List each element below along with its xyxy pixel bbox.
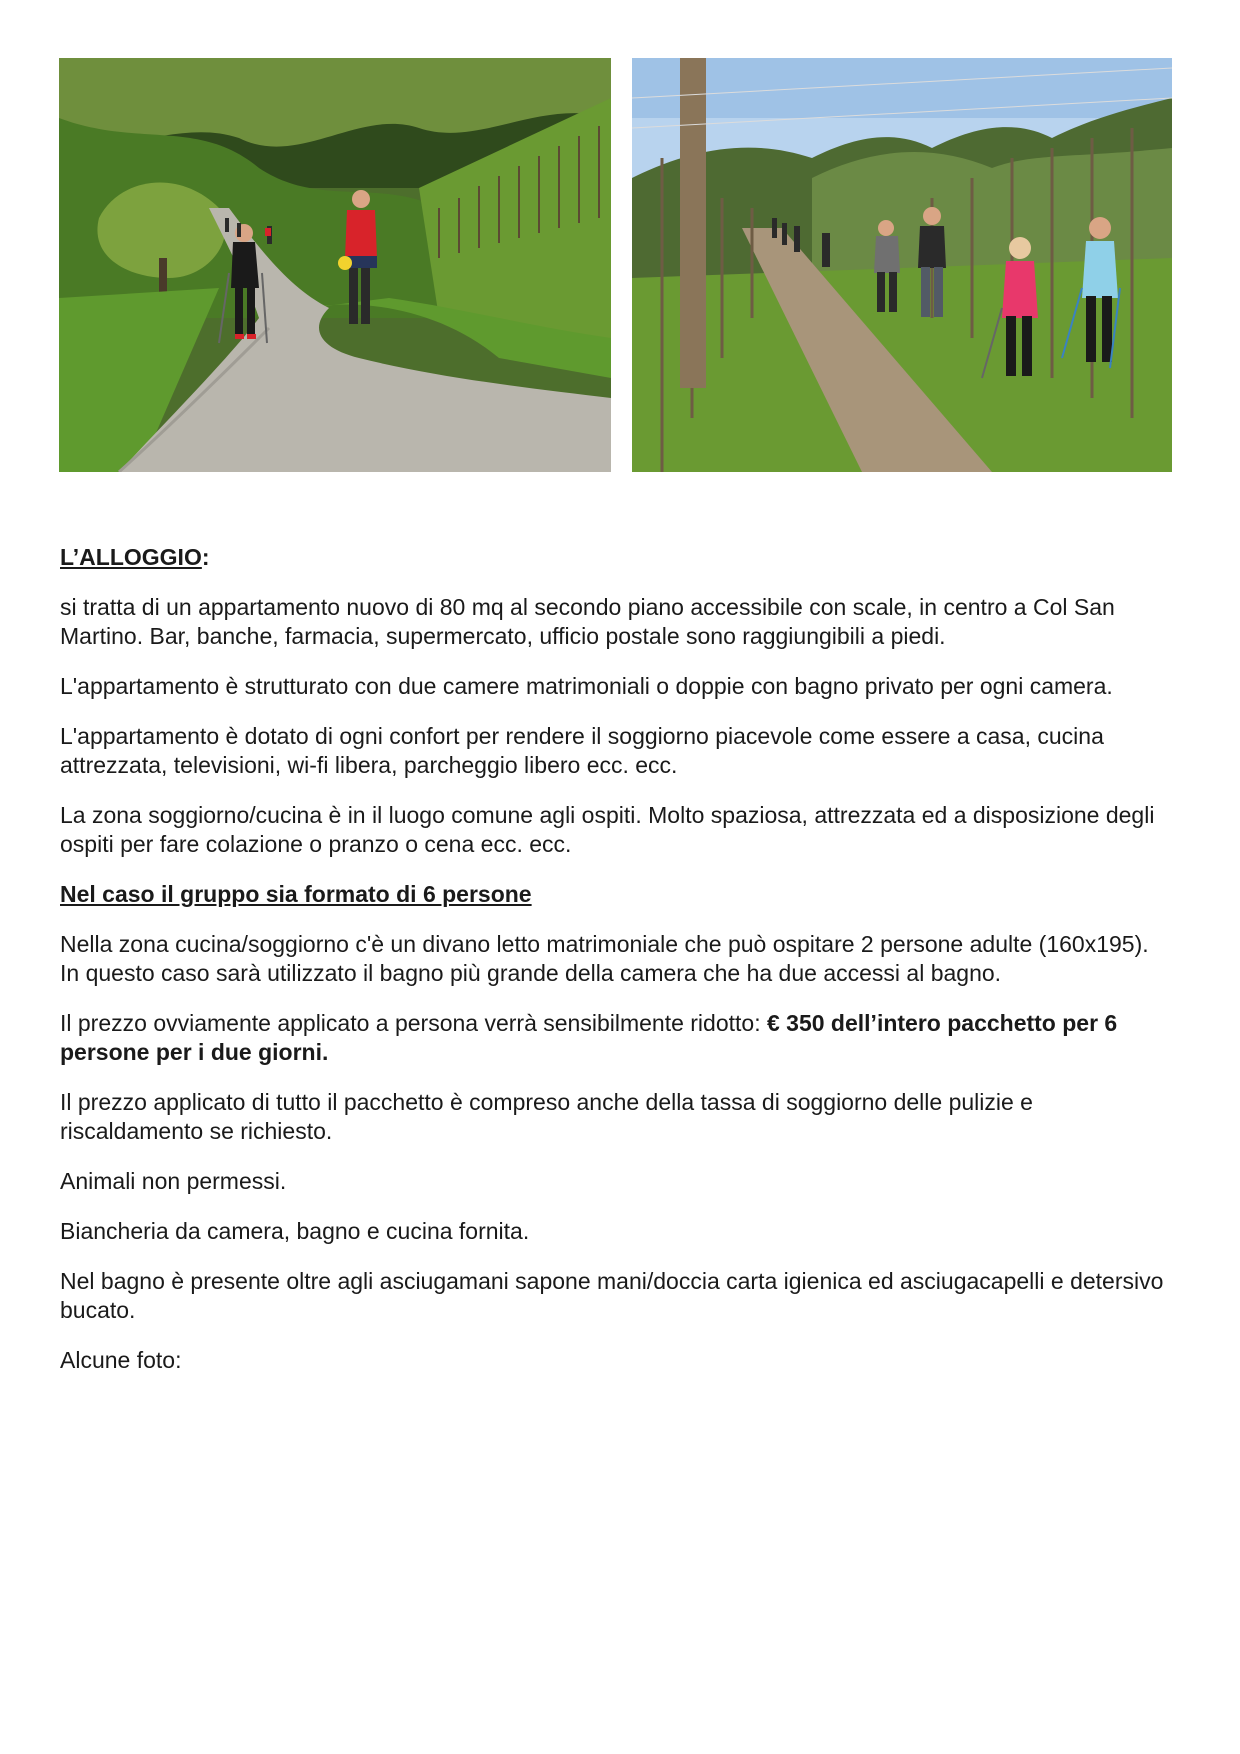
photo-hikers-between-vine-rows: [632, 58, 1172, 472]
paragraph-price: [60, 1009, 1170, 1067]
paragraph-linen: Biancheria da camera, bagno e cucina fornita.: [60, 1218, 530, 1244]
paragraph-living-area: La zona soggiorno/cucina è in il luogo comune agli ospiti. Molto spaziosa, attrezzata ed a disposizione degli ospiti per fare colazione o pranzo o cena ecc. ecc.: [60, 802, 1155, 857]
paragraph-rooms: L'appartamento è strutturato con due camere matrimoniali o doppie con bagno privato per ogni camera.: [60, 673, 1113, 699]
section-title-colon: :: [201, 544, 210, 570]
paragraph-included: Il prezzo applicato di tutto il pacchetto è compreso anche della tassa di soggiorno delle pulizie e riscaldamento se richiesto.: [60, 1089, 1033, 1144]
price-amount: € 350 dell’intero pacchetto per 6 persone per i due giorni.: [60, 1010, 1118, 1065]
section-title: L’ALLOGGIO: [60, 544, 202, 570]
price-text: Il prezzo ovviamente applicato a persona verrà sensibilmente ridotto:: [60, 1010, 767, 1036]
subheading-six-people: Nel caso il gruppo sia formato di 6 persone: [60, 881, 532, 907]
photo-row: [59, 58, 1172, 472]
paragraph-comforts: L'appartamento è dotato di ogni confort per rendere il soggiorno piacevole come essere a casa, cucina attrezzata, televisioni, wi-fi libera, parcheggio libero ecc. ecc.: [60, 723, 1104, 778]
photo-hikers-on-vineyard-path: [59, 58, 611, 472]
document-body: [60, 543, 1170, 1396]
section-heading: [60, 543, 1170, 572]
paragraph-photos-label: Alcune foto:: [60, 1347, 182, 1373]
paragraph-apartment-intro: si tratta di un appartamento nuovo di 80 mq al secondo piano accessibile con scale, in centro a Col San Martino. Bar, banche, farmacia, supermercato, ufficio postale sono raggiungibili a piedi.: [60, 594, 1115, 649]
subheading-wrap: [60, 880, 1170, 909]
paragraph-bathroom: Nel bagno è presente oltre agli asciugamani sapone mani/doccia carta igienica ed asciugacapelli e detersivo bucato.: [60, 1268, 1164, 1323]
paragraph-animals: Animali non permessi.: [60, 1168, 287, 1194]
paragraph-sofa-bed: Nella zona cucina/soggiorno c'è un divano letto matrimoniale che può ospitare 2 persone adulte (160x195). In questo caso sarà utilizzato il bagno più grande della camera che ha due accessi al bagno.: [60, 931, 1149, 986]
